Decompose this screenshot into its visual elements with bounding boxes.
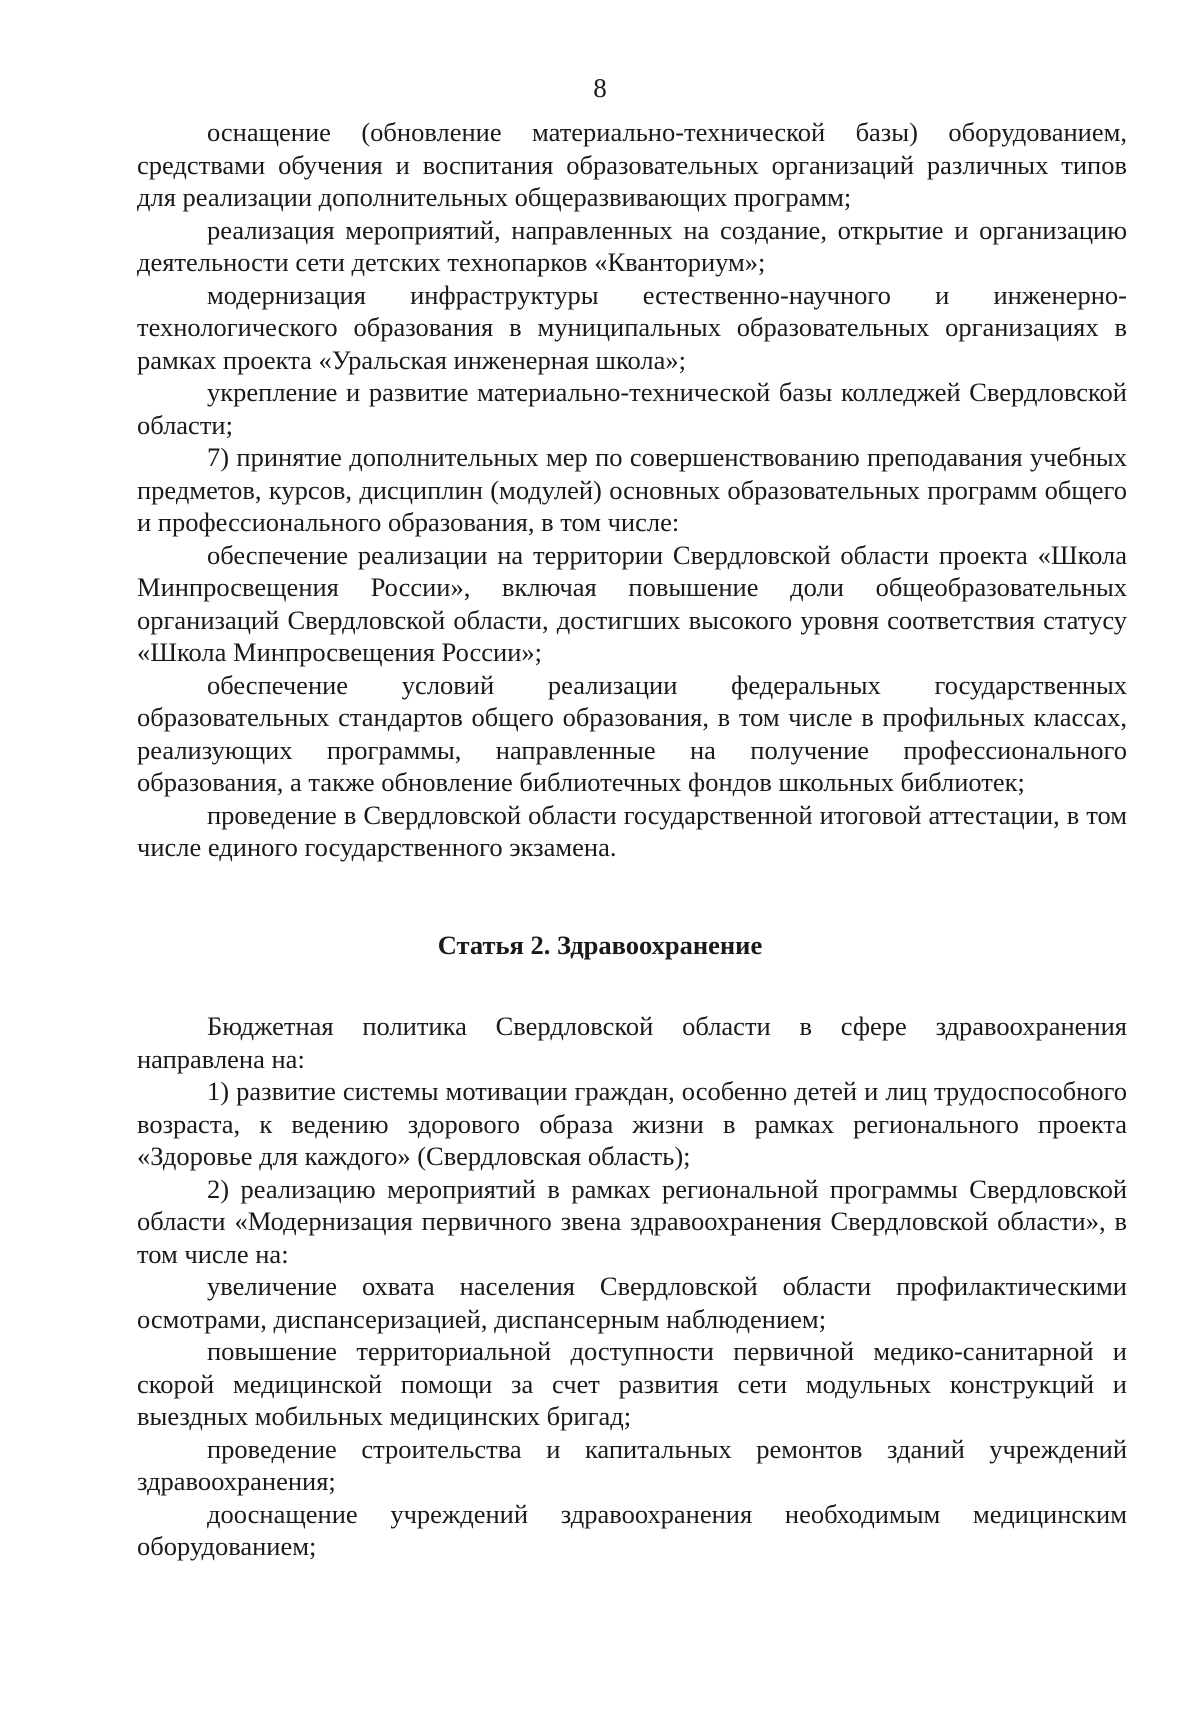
paragraph: проведение строительства и капитальных ремонтов зданий учреждений здравоохранения; [137,1433,1127,1496]
paragraph: 2) реализацию мероприятий в рамках региональной программы Свердловской области «Модернизация первичного звена здравоохранения Свердловской области», в том числе на: [137,1173,1127,1269]
paragraph: обеспечение условий реализации федеральных государственных образовательных стандартов общего образования, в том числе в профильных классах, реализующих программы, направленные на получение профессионального образования, а также обновление библиотечных фондов школьных библиотек; [137,669,1127,797]
paragraph: укрепление и развитие материально-технической базы колледжей Свердловской области; [137,377,1127,440]
paragraph: модернизация инфраструктуры естественно-научного и инженерно-технологического образования в муниципальных образовательных организациях в рамках проекта «Уральская инженерная школа»; [137,279,1127,375]
paragraph: реализация мероприятий, направленных на создание, открытие и организацию деятельности сети детских технопарков «Кванториум»; [137,214,1127,277]
paragraph: 1) развитие системы мотивации граждан, особенно детей и лиц трудоспособного возраста, к ведению здорового образа жизни в рамках регионального проекта «Здоровье для каждого» (Свердловская область); [137,1076,1127,1171]
paragraph: 7) принятие дополнительных мер по совершенствованию преподавания учебных предметов, курсов, дисциплин (модулей) основных образовательных программ общего и профессионального образования, в том числе: [137,442,1127,537]
education-measures-section [137,116,1127,864]
paragraph: Бюджетная политика Свердловской области в сфере здравоохранения направлена на: [137,1011,1127,1074]
paragraph: проведение в Свердловской области государственной итоговой аттестации, в том числе единого государственного экзамена. [137,799,1127,862]
paragraph: увеличение охвата населения Свердловской области профилактическими осмотрами, диспансеризацией, диспансерным наблюдением; [137,1271,1127,1334]
paragraph: обеспечение реализации на территории Свердловской области проекта «Школа Минпросвещения России», включая повышение доли общеобразовательных организаций Свердловской области, достигших высокого уровня соответствия статусу «Школа Минпросвещения России»; [137,539,1127,667]
healthcare-section [137,1010,1127,1563]
paragraph: дооснащение учреждений здравоохранения необходимым медицинским оборудованием; [137,1498,1127,1561]
page-number: 8 [593,73,607,103]
paragraph: повышение территориальной доступности первичной медико-санитарной и скорой медицинской помощи за счет развития сети модульных конструкций и выездных мобильных медицинских бригад; [137,1336,1127,1431]
paragraph: оснащение (обновление материально-технической базы) оборудованием, средствами обучения и воспитания образовательных организаций различных типов для реализации дополнительных общеразвивающих программ; [137,117,1127,212]
article-heading: Статья 2. Здравоохранение [437,930,763,960]
